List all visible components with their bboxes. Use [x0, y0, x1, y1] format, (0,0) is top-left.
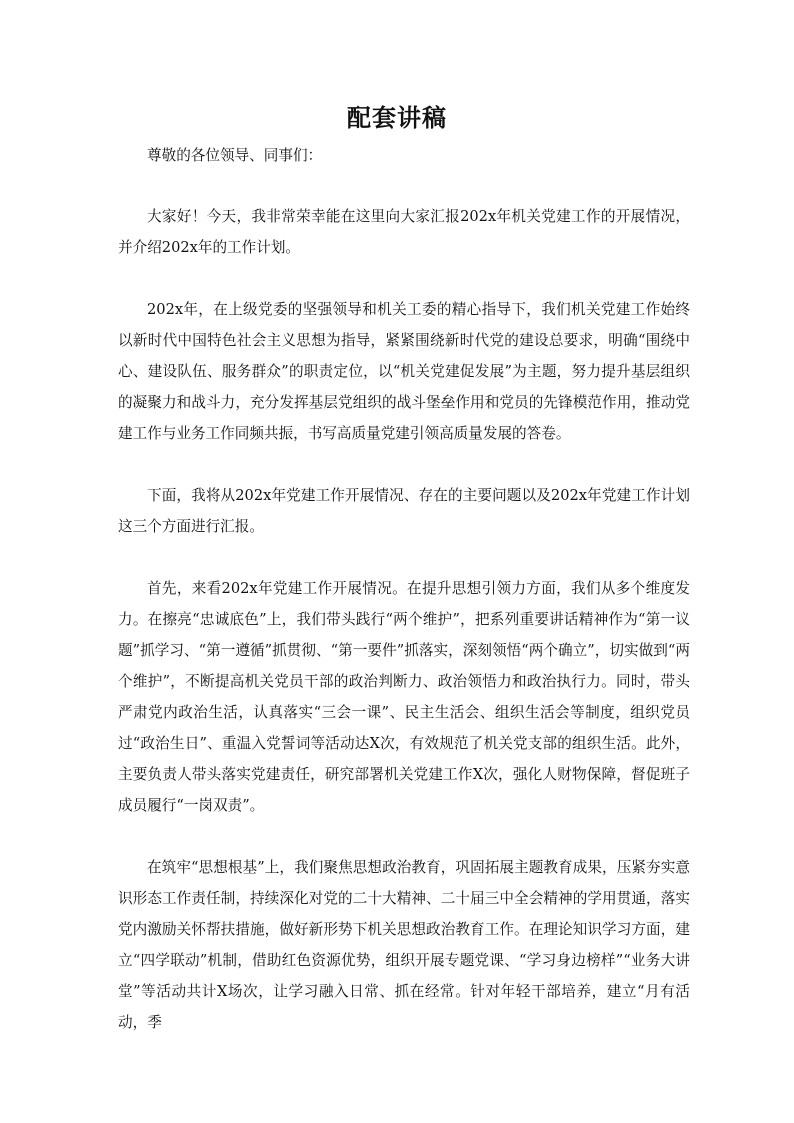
body-paragraph-5: 在筑牢“思想根基”上，我们聚焦思想政治教育，巩固拓展主题教育成果，压紧夯实意识形态工作责任制，持续深化对党的二十大精神、二十届三中全会精神的学用贯通，落实党内激励关怀帮扶措施，做好新形势下机关思想政治教育工作。在理论知识学习方面，建立“四学联动”机制，借助红色资源优势，组织开展专题党课、“学习身边榜样”“业务大讲堂”等活动共计X场次，让学习融入日常、抓在经常。针对年轻干部培养，建立“月有活动，季	[118, 859, 690, 1031]
body-paragraph-4: 首先，来看202x年党建工作开展情况。在提升思想引领力方面，我们从多个维度发力。在擦亮“忠诚底色”上，我们带头践行“两个维护”，把系列重要讲话精神作为“第一议题”抓学习、“第一遵循”抓贯彻、“第一要件”抓落实，深刻领悟“两个确立”，切实做到“两个维护”，不断提高机关党员干部的政治判断力、政治领悟力和政治执行力。同时，带头严肃党内政治生活，认真落实“三会一课”、民主生活会、组织生活会等制度，组织党员过“政治生日”、重温入党誓词等活动达X次，有效规范了机关党支部的组织生活。此外，主要负责人带头落实党建责任，研究部署机关党建工作X次，强化人财物保障，督促班子成员履行“一岗双责”。	[118, 580, 690, 814]
document-title: 配套讲稿	[347, 103, 447, 132]
body-paragraph-3: 下面，我将从202x年党建工作开展情况、存在的主要问题以及202x年党建工作计划这三个方面进行汇报。	[118, 487, 690, 535]
greeting-paragraph: 尊敬的各位领导、同事们：	[147, 147, 323, 164]
body-paragraph-1: 大家好！今天，我非常荣幸能在这里向大家汇报202x年机关党建工作的开展情况，并介绍202x年的工作计划。	[118, 208, 690, 256]
body-paragraph-2: 202x年，在上级党委的坚强领导和机关工委的精心指导下，我们机关党建工作始终以新时代中国特色社会主义思想为指导，紧紧围绕新时代党的建设总要求，明确“围绕中心、建设队伍、服务群众”的职责定位，以“机关党建促发展”为主题，努力提升基层组织的凝聚力和战斗力，充分发挥基层党组织的战斗堡垒作用和党员的先锋模范作用，推动党建工作与业务工作同频共振，书写高质量党建引领高质量发展的答卷。	[118, 301, 690, 442]
